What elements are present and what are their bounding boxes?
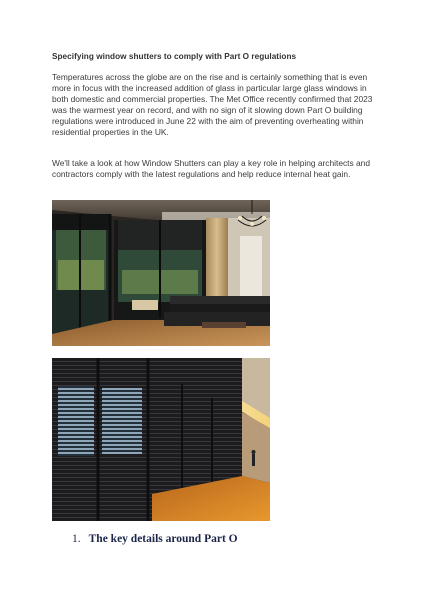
interior-shutters-photo bbox=[52, 200, 270, 346]
list-number: 1. bbox=[72, 533, 81, 545]
corridor-shutters-photo bbox=[52, 358, 270, 521]
section-heading bbox=[72, 533, 238, 545]
section-heading-text: The key details around Part O bbox=[88, 533, 238, 545]
second-paragraph: We'll take a look at how Window Shutters can play a key role in helping architects and contractors comply with the latest regulations and help reduce internal heat gain. bbox=[52, 158, 371, 179]
document-title: Specifying window shutters to comply with Part O regulations bbox=[52, 52, 297, 61]
intro-paragraph: Temperatures across the globe are on the rise and is certainly something that is even more in focus with the increased addition of glass in particular large glass windows in both domestic and commercial properties. The Met Office recently confirmed that 2023 was the warmest year on record, and with no sign of it slowing down Part O building regulations were introduced in June 22 with the aim of preventing overheating within residential properties in the UK. bbox=[52, 72, 373, 137]
